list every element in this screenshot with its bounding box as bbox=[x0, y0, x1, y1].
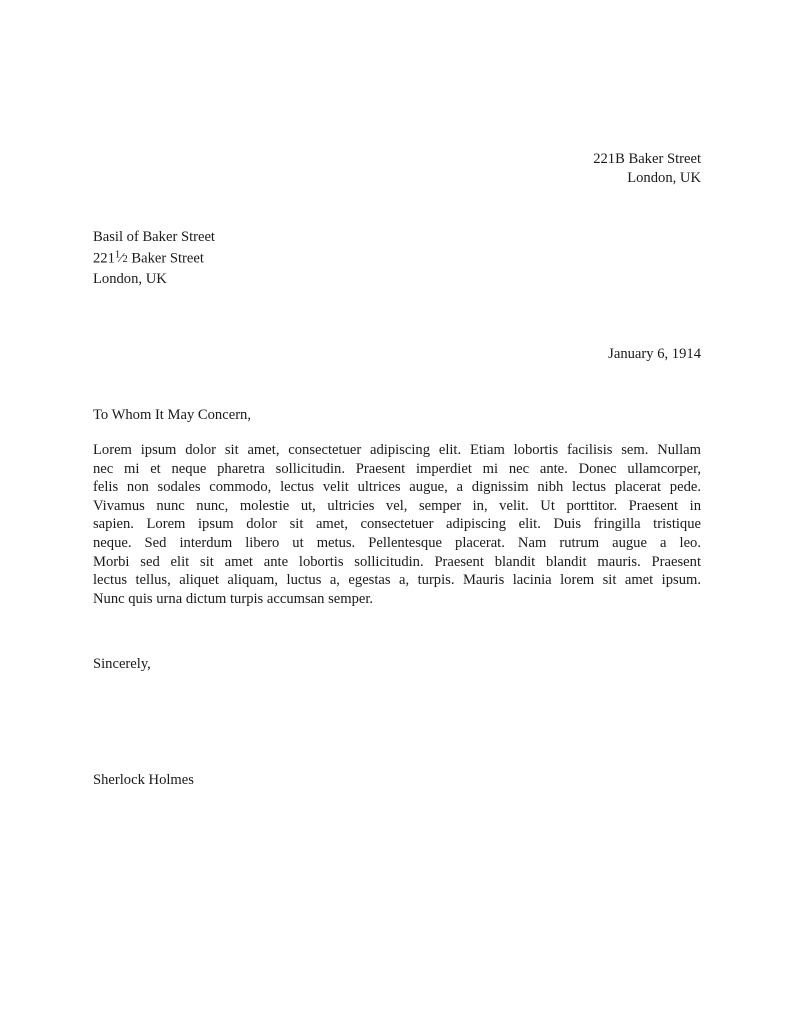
signature-name: Sherlock Holmes bbox=[93, 772, 194, 788]
salutation-block bbox=[93, 406, 701, 425]
body-line: sapien. Lorem ipsum dolor sit amet, consectetuer adipiscing elit. Duis fringilla tristique bbox=[93, 516, 701, 533]
fraction-numerator: 1 bbox=[114, 249, 121, 261]
closing-text: Sincerely, bbox=[93, 656, 151, 672]
return-address bbox=[93, 150, 701, 187]
date-block bbox=[93, 345, 701, 364]
body-line: nec mi et neque pharetra sollicitudin. Praesent imperdiet mi nec ante. Donec ullamcorper, bbox=[93, 460, 701, 477]
fraction-slash: ⁄ bbox=[120, 251, 123, 266]
recipient-city: London, UK bbox=[93, 270, 167, 287]
body-line: lectus tellus, aliquet aliquam, luctus a, egestas a, turpis. Mauris lacinia lorem sit amet ipsum. bbox=[93, 572, 701, 589]
recipient-street bbox=[93, 247, 701, 270]
recipient-address bbox=[93, 228, 701, 288]
body-line: neque. Sed interdum libero ut metus. Pellentesque placerat. Nam rutrum augue a leo. bbox=[93, 534, 701, 551]
recipient-street-name: Baker Street bbox=[127, 250, 204, 266]
body-line: Lorem ipsum dolor sit amet, consectetuer adipiscing elit. Etiam lobortis facilisis sem. Nullam bbox=[93, 442, 701, 458]
body-line: Morbi sed elit sit amet ante lobortis sollicitudin. Praesent blandit blandit mauris. Praesent bbox=[93, 553, 701, 570]
signature-block bbox=[93, 771, 701, 790]
recipient-street-number: 221 bbox=[93, 250, 115, 266]
closing-block bbox=[93, 655, 701, 674]
recipient-name: Basil of Baker Street bbox=[93, 229, 215, 245]
body-paragraph bbox=[93, 441, 701, 608]
salutation-text: To Whom It May Concern, bbox=[93, 407, 251, 423]
nicefrac-one-half bbox=[115, 250, 128, 266]
letter-date: January 6, 1914 bbox=[608, 346, 701, 362]
body-line: Nunc quis urna dictum turpis accumsan semper. bbox=[93, 590, 374, 607]
return-address-street: 221B Baker Street bbox=[593, 151, 701, 167]
return-address-city: London, UK bbox=[627, 169, 701, 186]
body-line: Vivamus nunc nunc, molestie ut, ultricies vel, semper in, velit. Ut porttitor. Praesent in bbox=[93, 497, 701, 514]
fraction-denominator: 2 bbox=[122, 254, 128, 265]
body-line: felis non sodales commodo, lectus velit ultrices augue, a dignissim nibh lectus placerat pede. bbox=[93, 479, 701, 496]
